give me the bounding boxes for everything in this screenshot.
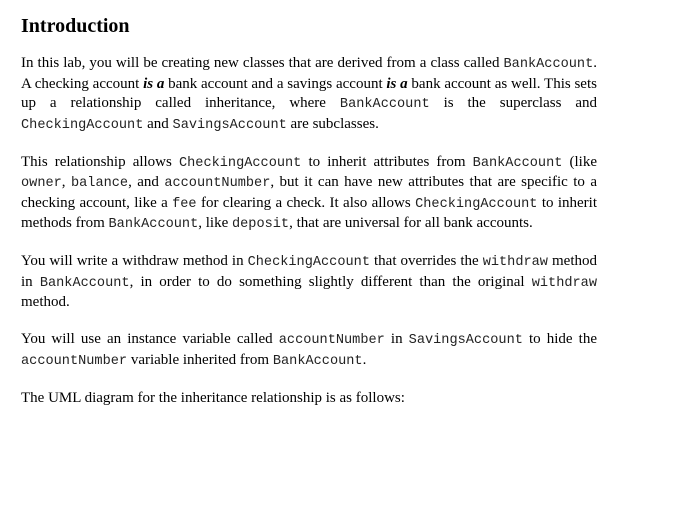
code-bankaccount: BankAccount (503, 57, 594, 72)
code-deposit: deposit (231, 217, 290, 232)
text-run: variable inherited from (127, 351, 273, 368)
code-checkingaccount: CheckingAccount (415, 196, 538, 212)
code-bankaccount: BankAccount (108, 217, 199, 232)
text-run: method. (21, 294, 70, 310)
intro-paragraph-inheritance (21, 54, 597, 135)
text-run: The UML diagram for the inheritance relationship is as follows: (21, 389, 405, 406)
text-run: and (143, 115, 173, 132)
text-run: (like (562, 153, 597, 170)
text-run: to inherit methods from (21, 194, 597, 231)
text-run: This relationship allows (21, 153, 179, 170)
code-accountnumber: accountNumber (164, 176, 271, 191)
text-run: You will write a withdraw method in (21, 253, 248, 269)
text-run: to hide the (522, 331, 597, 347)
paragraph-attributes-methods (21, 153, 597, 235)
text-run: in (384, 331, 409, 347)
text-run: for clearing a check. It also allows (196, 194, 416, 211)
code-fee: fee (172, 196, 197, 212)
code-checkingaccount: CheckingAccount (21, 117, 144, 133)
code-bankaccount: BankAccount (472, 155, 563, 171)
code-bankaccount: BankAccount (339, 97, 430, 112)
code-checkingaccount: CheckingAccount (178, 155, 302, 171)
text-run: You will use an instance variable called (21, 331, 279, 347)
emphasis-is-a: is a (386, 75, 408, 92)
text-run: are subclasses. (286, 115, 379, 132)
text-run: , (61, 174, 71, 190)
text-run: is the superclass and (429, 95, 598, 111)
code-balance: balance (70, 176, 129, 191)
text-run: , but it can have new attributes that are specific to a checking account, like a (21, 174, 597, 211)
text-run: bank account as well. This sets up a relationship called inheritance, where (21, 75, 597, 111)
text-run: , in order to do something slightly different than the original (129, 273, 532, 290)
code-withdraw: withdraw (482, 255, 548, 270)
text-run: method in (21, 253, 597, 290)
code-checkingaccount: CheckingAccount (247, 255, 370, 270)
text-run: , that are universal for all bank accounts. (289, 215, 533, 231)
paragraph-uml-intro (21, 389, 597, 409)
code-savingsaccount: SavingsAccount (408, 333, 523, 348)
emphasis-is-a: is a (143, 75, 165, 92)
code-withdraw: withdraw (531, 275, 597, 291)
paragraph-withdraw-override (21, 252, 597, 313)
text-run: that overrides the (369, 253, 483, 269)
code-accountnumber: accountNumber (21, 353, 128, 369)
code-bankaccount: BankAccount (272, 353, 363, 369)
text-run: , and (128, 174, 165, 190)
code-savingsaccount: SavingsAccount (172, 117, 287, 133)
text-run: to inherit attributes from (301, 153, 473, 170)
code-bankaccount: BankAccount (39, 275, 130, 291)
text-run: bank account and a savings account (164, 75, 387, 92)
section-heading: Introduction (21, 15, 130, 37)
code-accountnumber: accountNumber (278, 333, 385, 348)
document-page (21, 0, 597, 408)
text-run: . (362, 351, 367, 368)
text-run: . A checking account (21, 55, 597, 92)
paragraph-variable-hiding (21, 330, 597, 371)
code-owner: owner (21, 176, 62, 191)
text-run: , like (198, 215, 232, 231)
text-run: In this lab, you will be creating new classes that are derived from a class called (21, 55, 504, 71)
